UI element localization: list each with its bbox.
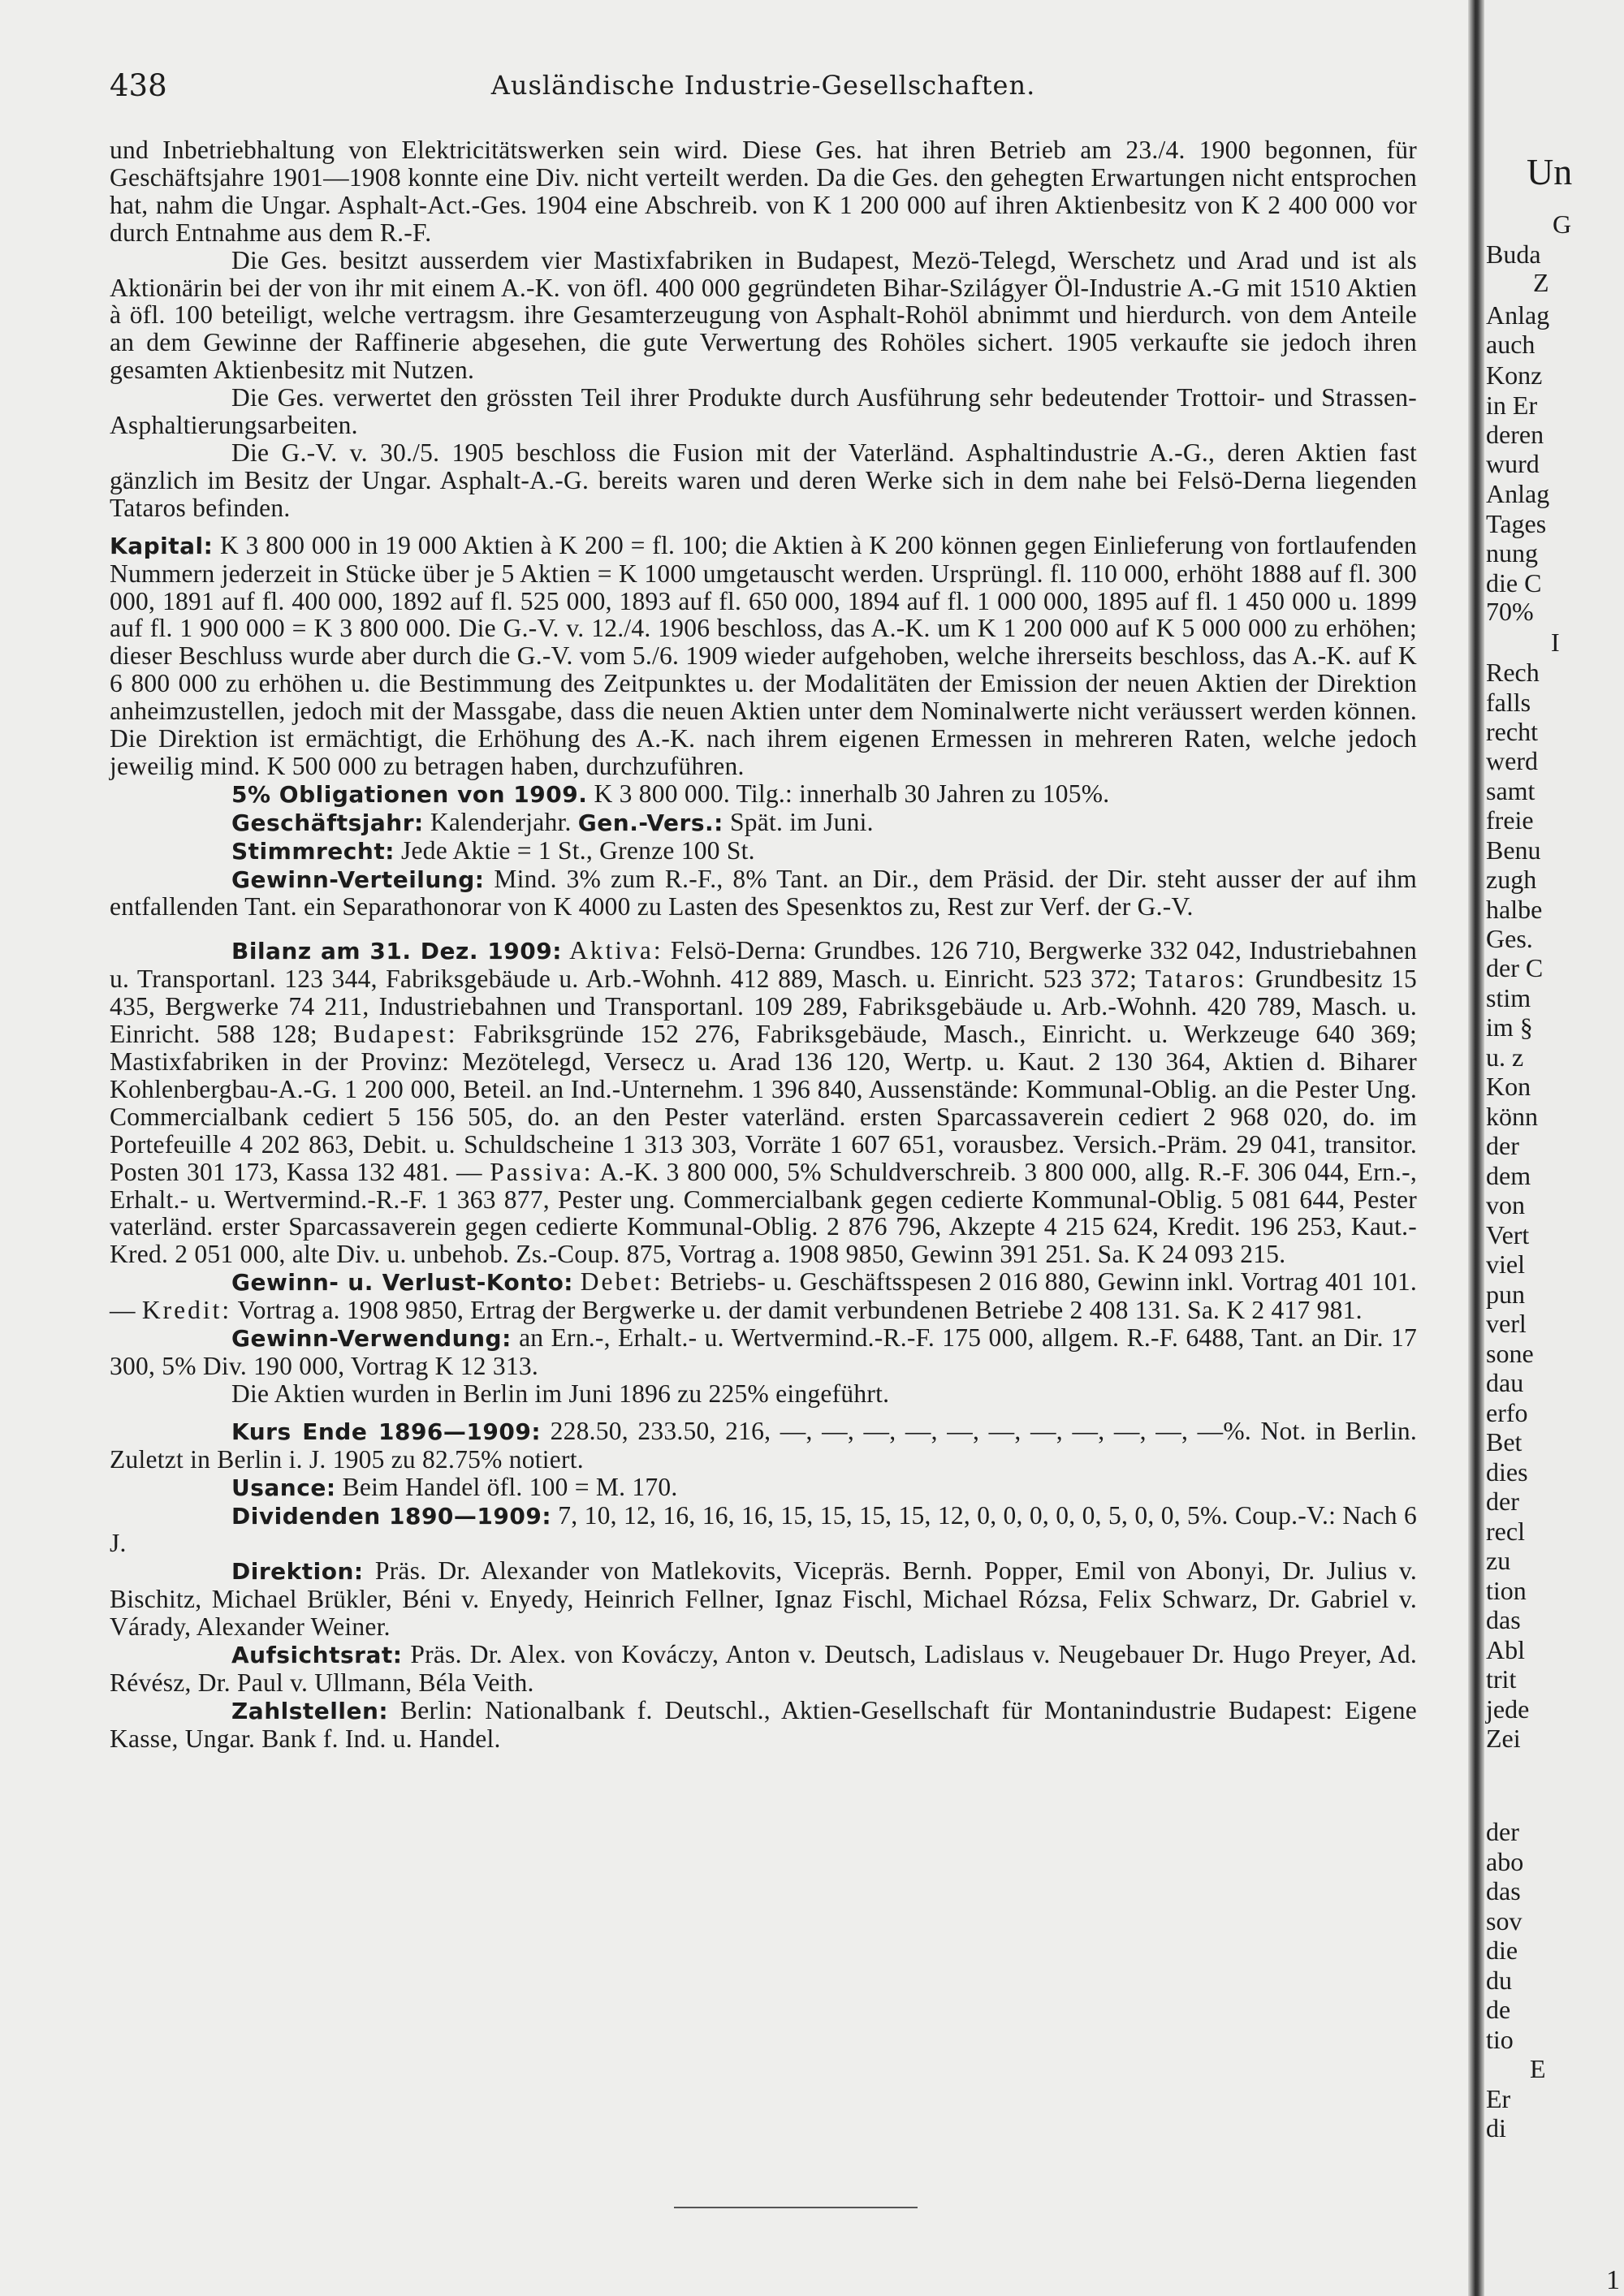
next-page-fragment: Vert bbox=[1486, 1220, 1530, 1249]
bilanz-felsoe-derna: Felsö-Derna: Grundbes. 126 710, Bergwerke 332 042, Industriebahnen u. Transportanl. 123 344, Fabriksgebäude u. Arb.-Wohnh. 412 889, Masch. u. Einricht. 523 372; bbox=[110, 936, 1418, 994]
next-page-fragment: I bbox=[1551, 628, 1560, 657]
next-page-fragment: nung bbox=[1486, 538, 1538, 568]
page-header bbox=[110, 68, 1417, 109]
next-page-fragment: könn bbox=[1486, 1102, 1538, 1131]
next-page-fragment: dies bbox=[1486, 1457, 1528, 1487]
next-page-fragment: Benu bbox=[1486, 835, 1541, 865]
dividenden-text: 7, 10, 12, 16, 16, 16, 15, 15, 15, 15, 12, 0, 0, 0, 0, 0, 5, 0, 0, 5%. Coup.-V.: Nach 6 J. bbox=[110, 1500, 1418, 1558]
usance-label: Usance: bbox=[231, 1474, 336, 1501]
kurs-label: Kurs Ende 1896—1909: bbox=[231, 1418, 542, 1445]
gewinn-verlust-label: Gewinn- u. Verlust-Konto: bbox=[231, 1269, 574, 1297]
running-title: Ausländische Industrie-Gesellschaften. bbox=[490, 70, 1036, 101]
next-page-fragment: tion bbox=[1486, 1576, 1527, 1605]
section-stimmrecht bbox=[110, 837, 1417, 865]
next-page-fragment: der bbox=[1486, 1131, 1519, 1160]
zahlstellen-text: Berlin: Nationalbank f. Deutschl., Aktien-Gesellschaft für Montanindustrie Budapest: Eigene Kasse, Ungar. Bank f. Ind. u. Handel. bbox=[110, 1695, 1418, 1753]
aufsichtsrat-label: Aufsichtsrat: bbox=[231, 1642, 403, 1669]
section-usance bbox=[110, 1474, 1417, 1502]
dividenden-label: Dividenden 1890—1909: bbox=[231, 1502, 552, 1530]
next-page-fragment: dem bbox=[1486, 1161, 1531, 1190]
next-page-fragment: zugh bbox=[1486, 865, 1537, 894]
next-page-fragment: 70% bbox=[1486, 597, 1534, 626]
bilanz-label: Bilanz am 31. Dez. 1909: bbox=[231, 938, 562, 965]
gen-vers-text: Spät. im Juni. bbox=[729, 807, 874, 836]
section-aufsichtsrat bbox=[110, 1641, 1417, 1697]
kredit-word: Kredit: bbox=[141, 1296, 232, 1325]
next-page-fragment: 1 bbox=[1606, 2265, 1620, 2295]
next-page-fragment: sov bbox=[1486, 1906, 1522, 1936]
next-page-edge bbox=[1484, 0, 1624, 2296]
aktiva-word: Aktiva: bbox=[569, 936, 663, 965]
next-page-fragment: Un bbox=[1527, 151, 1573, 192]
bilanz-tataros: Grundbesitz 15 435, Bergwerke 74 211, Industriebahnen und Transportanl. 109 289, Fabriksgebäude u. Arb.-Wohnh. 420 789, Masch. u. Einricht. 588 128; bbox=[110, 965, 1418, 1049]
next-page-fragment: E bbox=[1530, 2054, 1546, 2083]
next-page-fragment: dau bbox=[1486, 1368, 1524, 1397]
geschaeftsjahr-label: Geschäftsjahr: bbox=[231, 809, 424, 836]
next-page-fragment: werd bbox=[1486, 746, 1538, 775]
next-page-fragment: Anlag bbox=[1486, 479, 1550, 508]
paragraph-fusion: Die G.-V. v. 30./5. 1905 beschloss die Fusion mit der Vaterländ. Asphaltindustrie A.-G., deren Aktien fast gänzlich im Besitz der Ungar. Asphalt-A.-G. bereits waren und deren Werke sich in dem nahe bei Felsö-Derna liegenden Tataros befinden. bbox=[110, 438, 1417, 522]
next-page-fragment: das bbox=[1486, 1605, 1521, 1634]
gen-vers-label: Gen.-Vers.: bbox=[577, 809, 723, 836]
next-page-fragment: trit bbox=[1486, 1664, 1517, 1694]
next-page-fragment: tio bbox=[1486, 2025, 1514, 2054]
gewinn-verteilung-label: Gewinn-Verteilung: bbox=[231, 865, 485, 893]
stimmrecht-label: Stimmrecht: bbox=[231, 837, 395, 865]
next-page-fragment: das bbox=[1486, 1876, 1521, 1905]
direktion-text: Präs. Dr. Alexander von Matlekovits, Vicepräs. Bernh. Popper, Emil von Abonyi, Dr. Julius v. Bischitz, Michael Brükler, Béni v. Enyedy, Heinrich Fellner, Ignaz Fischl, Michael Rózsa, Felix Schwarz, Dr. Gabriel v. Várady, Alexander Weiner. bbox=[110, 1556, 1418, 1642]
next-page-fragment: falls bbox=[1486, 688, 1531, 717]
section-gewinn-verwendung bbox=[110, 1324, 1417, 1380]
kapital-label: Kapital: bbox=[110, 532, 214, 559]
section-direktion bbox=[110, 1557, 1417, 1641]
next-page-fragment: erfo bbox=[1486, 1398, 1528, 1427]
obligationen-label: 5% Obligationen von 1909. bbox=[231, 780, 588, 808]
next-page-fragment: de bbox=[1486, 1995, 1511, 2024]
next-page-fragment: stim bbox=[1486, 983, 1531, 1012]
next-page-fragment: freie bbox=[1486, 805, 1534, 835]
debet-word: Debet: bbox=[580, 1267, 663, 1297]
stimmrecht-text: Jede Aktie = 1 St., Grenze 100 St. bbox=[401, 835, 755, 865]
next-page-fragment: du bbox=[1486, 1966, 1512, 1995]
aufsichtsrat-text: Präs. Dr. Alex. von Kováczy, Anton v. Deutsch, Ladislaus v. Neugebauer Dr. Hugo Preyer, Ad. Révész, Dr. Paul v. Ullmann, Béla Veith. bbox=[110, 1640, 1418, 1697]
next-page-fragment: Bet bbox=[1486, 1427, 1522, 1457]
next-page-fragment: jede bbox=[1486, 1694, 1530, 1724]
next-page-fragment: viel bbox=[1486, 1249, 1525, 1279]
obligationen-text: K 3 800 000. Tilg.: innerhalb 30 Jahren zu 105%. bbox=[594, 779, 1110, 808]
gewinn-verteilung-text: Mind. 3% zum R.-F., 8% Tant. an Dir., dem Präsid. der Dir. steht ausser der auf ihm entfallenden Tant. ein Separathonorar von K 4000 zu Lasten des Spesenktos zu, Rest zur Verf. der G.-V. bbox=[110, 864, 1417, 921]
next-page-fragment: recht bbox=[1486, 717, 1538, 746]
next-page-fragment: Abl bbox=[1486, 1635, 1525, 1664]
next-page-fragment: die C bbox=[1486, 568, 1542, 598]
next-page-fragment: recl bbox=[1486, 1517, 1525, 1546]
usance-text: Beim Handel öfl. 100 = M. 170. bbox=[342, 1472, 678, 1501]
next-page-fragment: Konz bbox=[1486, 360, 1543, 390]
section-gewinn-verlust-konto bbox=[110, 1268, 1417, 1324]
kurs-text: 228.50, 233.50, 216, —, —, —, —, —, —, —, —, —, —, —%. Not. in Berlin. Zuletzt in Berlin i. J. 1905 zu 82.75% notiert. bbox=[110, 1416, 1417, 1474]
main-text-column bbox=[110, 136, 1417, 1753]
next-page-fragment: Kon bbox=[1486, 1072, 1531, 1101]
next-page-fragment: sone bbox=[1486, 1339, 1534, 1368]
next-page-fragment: di bbox=[1486, 2113, 1506, 2143]
next-page-fragment: wurd bbox=[1486, 449, 1540, 478]
next-page-fragment: der C bbox=[1486, 953, 1544, 982]
section-obligationen bbox=[110, 780, 1417, 809]
page-number: 438 bbox=[110, 68, 167, 103]
zahlstellen-label: Zahlstellen: bbox=[231, 1697, 389, 1724]
next-page-fragment: halbe bbox=[1486, 895, 1543, 924]
next-page-fragment: Buda bbox=[1486, 240, 1541, 269]
end-rule bbox=[674, 2207, 918, 2208]
next-page-fragment: der bbox=[1486, 1817, 1519, 1846]
kapital-text: K 3 800 000 in 19 000 Aktien à K 200 = fl. 100; die Aktien à K 200 können gegen Einlieferung von fortlaufenden Nummern jederzeit in Stücke über je 5 Aktien = K 1000 umgetauscht werden. Ursprüngl. fl. 110 000, erhöht 1888 auf fl. 300 000, 1891 auf fl. 400 000, 1892 auf fl. 525 000, 1893 auf fl. 650 000, 1894 auf fl. 1 000 000, 1895 auf fl. 1 450 000 u. 1899 auf fl. 1 900 000 = K 3 800 000. Die G.-V. v. 12./4. 1906 beschloss, das A.-K. um K 1 200 000 auf K 5 000 000 zu erhöhen; dieser Beschluss wurde aber durch die G.-V. vom 5./6. 1909 wieder aufgehoben, welche ihrerseits beschloss, das A.-K. auf K 6 800 000 zu erhöhen u. die Bestimmung des Zeitpunktes u. der Modalitäten der Emission der neuen Aktien der Direktion anheimzustellen, jedoch mit der Massgabe, dass die neuen Aktien unter dem Nominalwerte nicht veräussert werden können. Die Direktion ist ermächtigt, die Erhöhung des A.-K. nach ihrem eigenen Ermessen in mehreren Raten, welche jedoch jeweilig mind. K 500 000 zu betragen haben, durchzuführen. bbox=[110, 530, 1418, 780]
bilanz-passiva: A.-K. 3 800 000, 5% Schuldverschreib. 3 800 000, allg. R.-F. 306 044, Ern.-, Erhalt.- u. Wertvermind.-R.-F. 1 363 877, Pester ung. Commercialbank gegen cedierte Kommunal-Oblig. 5 081 644, Pester vaterländ. erster Sparcassaverein gegen cedierte Kommunal-Oblig. 2 876 796, Akzepte 4 215 624, Kredit. 196 253, Kaut.-Kred. 2 051 000, alte Div. u. unbehob. Zs.-Coup. 875, Vortrag a. 1908 9850, Gewinn 391 251. Sa. K 24 093 215. bbox=[110, 1157, 1417, 1269]
paragraph-mastixfabriken: Die Ges. besitzt ausserdem vier Mastixfabriken in Budapest, Mezö-Telegd, Werschetz und Arad und ist als Aktionärin bei der von ihr mit einem A.-K. von öfl. 400 000 gegründeten Bihar-Szilágyer Öl-Industrie A.-G mit 1510 Aktien à öfl. 100 beteiligt, welche vertragsm. ihre Gesamterzeugung von Asphalt-Rohöl abnimmt und hierdurch. von dem Anteile an dem Gewinne der Raffinerie abgesehen, die gute Verwertung des Rohöles sichert. 1905 verkaufte sie jedoch ihren gesamten Aktienbesitz mit Nutzen. bbox=[110, 245, 1417, 385]
next-page-fragment: verl bbox=[1486, 1309, 1527, 1338]
next-page-fragment: samt bbox=[1486, 776, 1535, 805]
tataros-word: Tataros: bbox=[1145, 965, 1247, 994]
paragraph-produkte: Die Ges. verwertet den grössten Teil ihrer Produkte durch Ausführung sehr bedeutender Trottoir- und Strassen-Asphaltierungsarbeiten. bbox=[110, 383, 1417, 440]
section-bilanz bbox=[110, 937, 1417, 1268]
next-page-fragment: Rech bbox=[1486, 658, 1540, 687]
next-page-fragment: die bbox=[1486, 1936, 1518, 1965]
budapest-word: Budapest: bbox=[333, 1020, 458, 1049]
next-page-fragment: abo bbox=[1486, 1847, 1524, 1876]
next-page-fragment: Z bbox=[1533, 268, 1549, 297]
next-page-fragment: auch bbox=[1486, 330, 1535, 359]
section-kurs bbox=[110, 1418, 1417, 1474]
gewinn-verwendung-label: Gewinn-Verwendung: bbox=[231, 1325, 512, 1353]
section-geschaeftsjahr bbox=[110, 809, 1417, 837]
geschaeftsjahr-text: Kalenderjahr. bbox=[430, 807, 572, 836]
direktion-label: Direktion: bbox=[231, 1558, 364, 1586]
guv-kredit-text: Vortrag a. 1908 9850, Ertrag der Bergwerke u. der damit verbundenen Betriebe 2 408 131. Sa. K 2 417 981. bbox=[237, 1296, 1363, 1325]
next-page-fragment: pun bbox=[1486, 1280, 1525, 1309]
book-gutter bbox=[1468, 0, 1484, 2296]
next-page-fragment: in Er bbox=[1486, 391, 1538, 420]
next-page-fragment: zu bbox=[1486, 1546, 1511, 1575]
gewinn-verwendung-text: an Ern.-, Erhalt.- u. Wertvermind.-R.-F. 175 000, allgem. R.-F. 6488, Tant. an Dir. 17 300, 5% Div. 190 000, Vortrag K 12 313. bbox=[110, 1323, 1418, 1380]
next-page-fragment: Er bbox=[1486, 2084, 1511, 2113]
passiva-word: Passiva: bbox=[490, 1157, 594, 1186]
next-page-fragment: von bbox=[1486, 1190, 1525, 1219]
next-page-fragment: deren bbox=[1486, 420, 1544, 449]
bilanz-budapest: Fabriksgründe 152 276, Fabriksgebäude, Masch., Einricht. u. Werkzeuge 640 369; Mastixfabriken in der Provinz: Mezötelegd, Versecz u. Arad 136 120, Wertp. u. Kaut. 2 130 364, Aktien d. Biharer Kohlenbergbau-A.-G. 1 200 000, Beteil. an Ind.-Unternehm. 1 396 840, Aussenstände: Kommunal-Oblig. an die Pester Ung. Commercialbank cediert 5 156 505, do. an den Pester vaterländ. ersten Sparcassaverein cediert 2 968 020, do. im Portefeuille 4 202 863, Debit. u. Schuldscheine 1 313 303, Vorräte 1 607 651, vorausbez. Versich.-Präm. 29 041, transitor. Posten 301 173, Kassa 132 481. — bbox=[110, 1020, 1417, 1186]
next-page-fragment: Ges. bbox=[1486, 924, 1533, 953]
next-page-fragment: G bbox=[1553, 209, 1572, 239]
section-gewinn-verteilung bbox=[110, 865, 1417, 921]
next-page-fragment: Zei bbox=[1486, 1724, 1521, 1753]
section-dividenden bbox=[110, 1502, 1417, 1558]
guv-debet-text: Betriebs- u. Geschäftsspesen 2 016 880, Gewinn inkl. Vortrag 401 101. — bbox=[110, 1267, 1418, 1325]
section-zahlstellen bbox=[110, 1697, 1417, 1753]
next-page-fragment: der bbox=[1486, 1487, 1519, 1516]
section-kapital bbox=[110, 532, 1417, 780]
berlin-note: Die Aktien wurden in Berlin im Juni 1896 zu 225% eingeführt. bbox=[231, 1379, 890, 1408]
next-page-fragment: im § bbox=[1486, 1012, 1533, 1042]
next-page-fragment: Tages bbox=[1486, 509, 1547, 538]
next-page-fragment: Anlag bbox=[1486, 300, 1550, 330]
next-page-fragment: u. z bbox=[1486, 1042, 1524, 1072]
paragraph-inbetriebhaltung: und Inbetriebhaltung von Elektricitätswerken sein wird. Diese Ges. hat ihren Betrieb am 23./4. 1900 begonnen, für Geschäftsjahre 1901—1908 konnte eine Div. nicht verteilt werden. Da die Ges. den gehegten Erwartungen nicht entsprochen hat, nahm die Ungar. Asphalt-Act.-Ges. 1904 eine Abschreib. von K 1 200 000 auf ihren Aktienbesitz von K 2 400 000 vor durch Entnahme aus dem R.-F. bbox=[110, 136, 1417, 247]
